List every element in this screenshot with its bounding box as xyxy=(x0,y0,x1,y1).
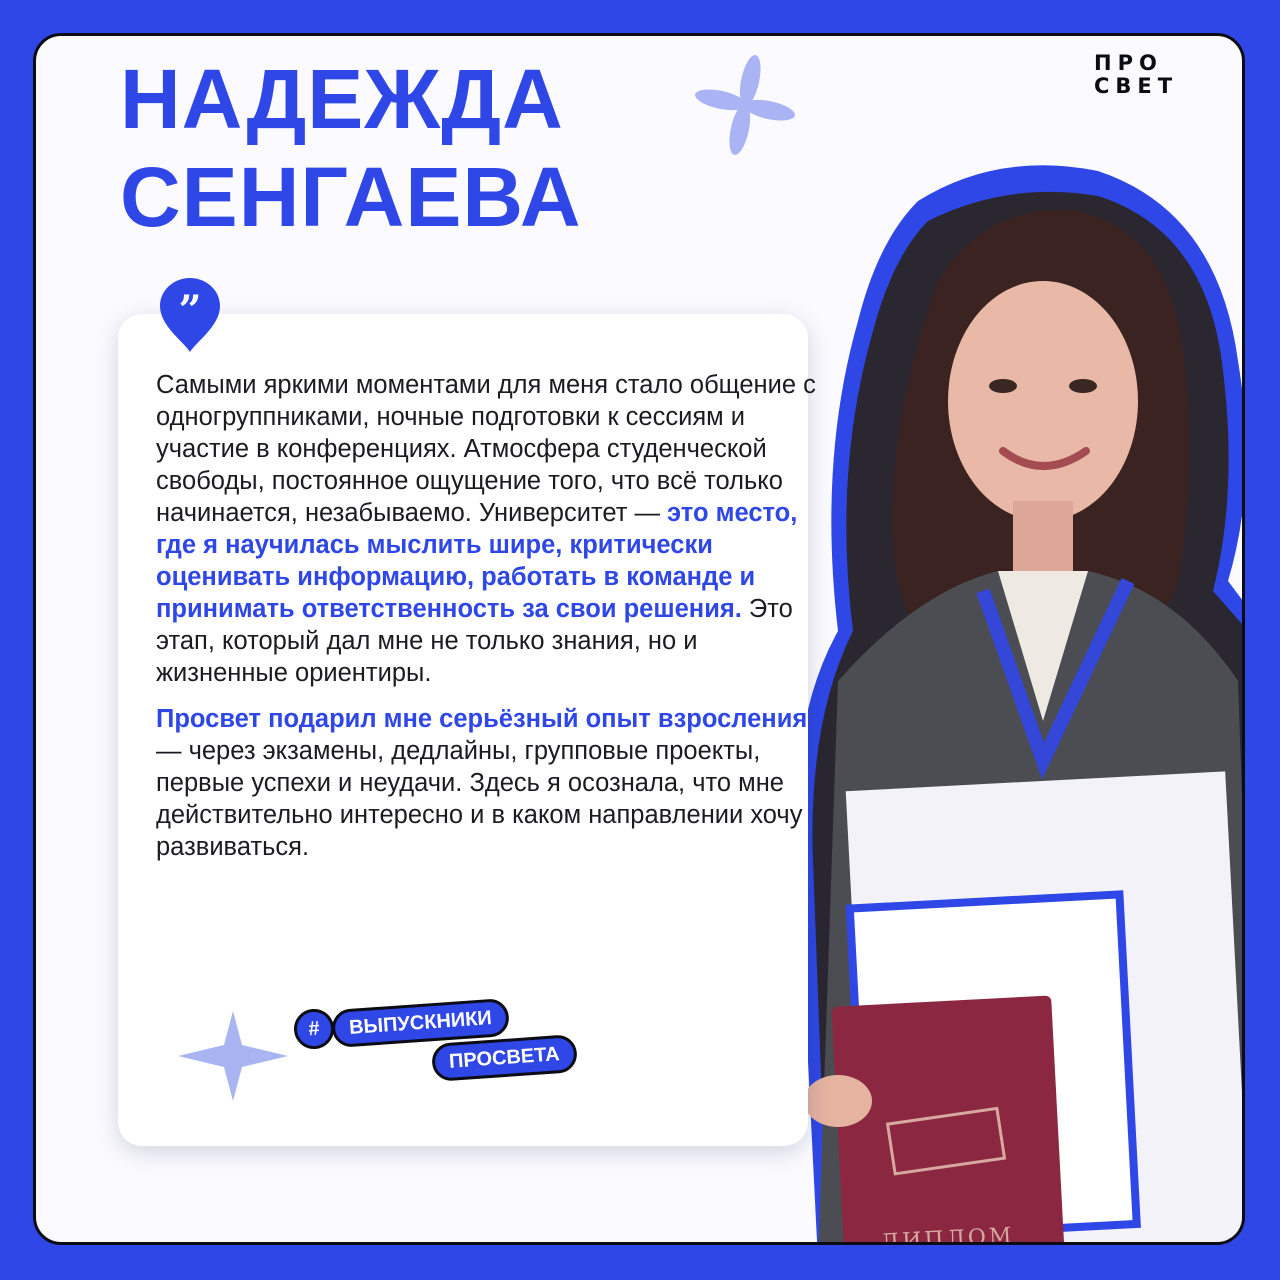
hashtag-line1: ВЫПУСКНИКИ xyxy=(331,998,510,1048)
svg-text:”: ” xyxy=(178,287,202,334)
quote-text xyxy=(156,369,816,877)
hashtag-symbol: # xyxy=(293,1008,336,1051)
person-name xyxy=(120,50,582,246)
quote-p1-highlight: это место, где я научилась мыслить шире, критически оценивать информацию, работать в команде и принимать ответственность за свои решения. xyxy=(156,499,798,623)
post-frame xyxy=(33,33,1245,1256)
hashtag-line2: ПРОСВЕТА xyxy=(431,1034,578,1082)
diploma-label: ДИПЛОМ xyxy=(880,1223,1016,1256)
prosvet-logo xyxy=(1094,52,1216,98)
name-last: СЕНГАЕВА xyxy=(120,150,582,244)
name-first: НАДЕЖДА xyxy=(120,52,564,146)
quote-p1-c: Это этап, который дал мне не только знания, но и жизненные ориентиры. xyxy=(156,595,793,687)
graduate-photo xyxy=(798,161,1245,1256)
star-icon xyxy=(178,1011,288,1101)
quote-p2-b: — через экзамены, дедлайны, групповые проекты, первые успехи и неудачи. Здесь я осознала, что мне действительно интересно и в каком направлении хочу развиваться. xyxy=(156,737,803,861)
quote-p1-a: Самыми яркими моментами для меня стало общение с одногруппниками, ночные подготовки к сессиям и участие в конференциях. Атмосфера студенческой свободы, постоянное ощущение того, что всё только начинается, незабываемо. Университет — xyxy=(156,371,816,527)
logo-line1: ПРО xyxy=(1094,51,1163,75)
quote-p2-highlight: Просвет подарил мне серьёзный опыт взросления xyxy=(156,705,808,733)
logo-line2: СВЕТ xyxy=(1094,74,1179,98)
quote-paragraph-2 xyxy=(156,703,816,863)
sparkle-icon xyxy=(690,50,800,160)
quote-icon xyxy=(160,278,220,352)
quote-paragraph-1 xyxy=(156,369,816,689)
